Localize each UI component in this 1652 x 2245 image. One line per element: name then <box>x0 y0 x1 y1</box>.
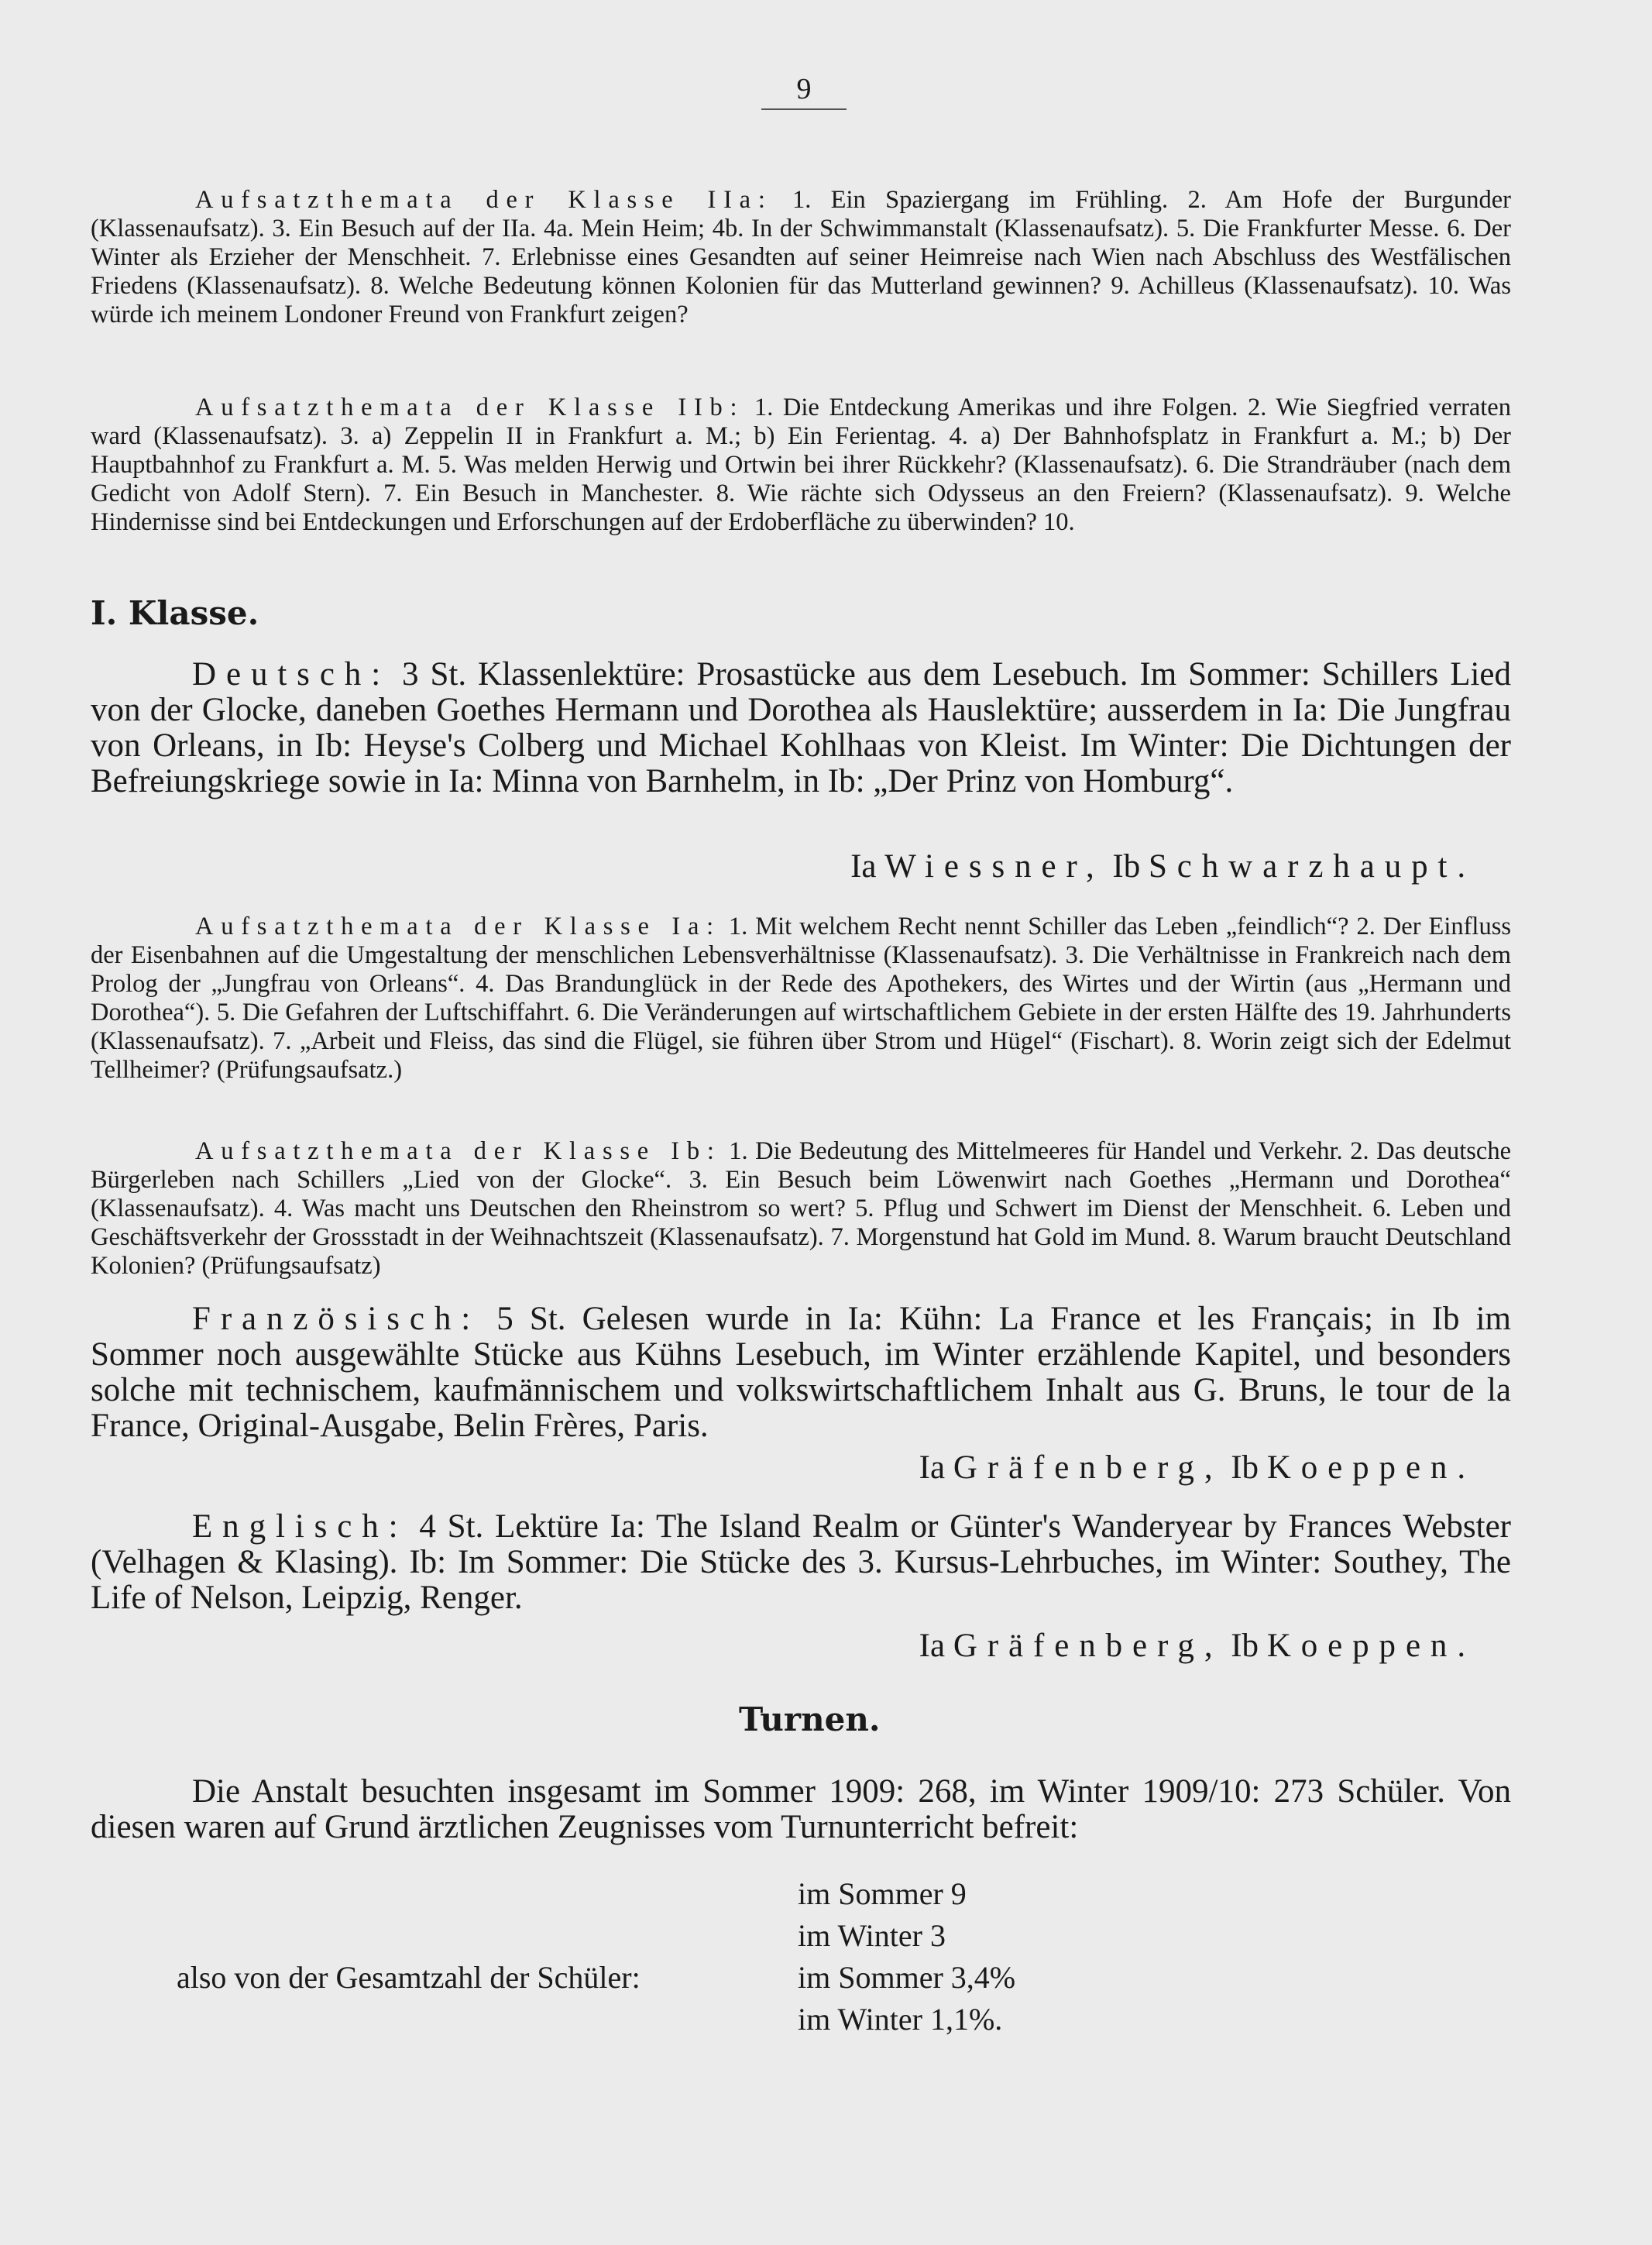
teacher-name: Koeppen. <box>1266 1628 1475 1664</box>
teacher-class-prefix: Ib <box>1112 848 1141 885</box>
essay-topics-iia <box>91 186 1511 329</box>
turnen-text <box>91 1774 1511 1845</box>
exemption-row: im Sommer 3,4% <box>798 1960 1016 1995</box>
exemption-row: im Winter 1,1%. <box>798 2002 1003 2037</box>
teachers-deutsch <box>91 849 1475 885</box>
teacher-name: Wiessner, <box>884 848 1104 885</box>
subject-text-englisch: 4 St. Lektüre Ia: The Island Realm or Günter's Wanderyear by Frances Webster (Velhagen & Klasing). Ib: Im Sommer: Die Stücke des 3. Kursus-Lehrbuches, im Winter: Southey, The Life of Nelson, Leipzig, Renger. <box>91 1508 1512 1616</box>
subject-label-franzoesisch: Französisch: <box>192 1301 481 1337</box>
essay-heading-iib: Aufsatzthemata der Klasse IIb: <box>195 394 745 421</box>
section-heading-klasse-1: I. Klasse. <box>91 594 259 632</box>
subject-text-franzoesisch: 5 St. Gelesen wurde in Ia: Kühn: La France et les Français; in Ib im Sommer noch ausgewählte Stücke aus Kühns Lesebuch, im Winter erzählende Kapitel, und besonders solche mit technischem, kaufmännischem und volkswirtschaftlichem Inhalt aus G. Bruns, le tour de la France, Original-Ausgabe, Belin Frères, Paris. <box>91 1301 1511 1444</box>
teacher-class-prefix: Ib <box>1231 1628 1259 1664</box>
exemption-table <box>798 1873 1015 2040</box>
teacher-name: Gräfenberg, <box>953 1628 1223 1664</box>
teacher-class-prefix: Ia <box>850 848 877 885</box>
teacher-name: Gräfenberg, <box>953 1449 1223 1486</box>
subject-label-englisch: Englisch: <box>192 1508 408 1545</box>
essay-text-iia: 1. Ein Spaziergang im Frühling. 2. Am Hofe der Burgunder (Klassenaufsatz). 3. Ein Besuch auf der IIa. 4a. Mein Heim; 4b. In der Schwimmanstalt (Klassenaufsatz). 5. Die Frankfurter Messe. 6. Der Winter als Erzieher der Menschheit. 7. Erlebnisse eines Gesandten auf seiner Heimreise nach Wien nach Abschluss des Westfälischen Friedens (Klassenaufsatz). 8. Welche Bedeutung können Kolonien für das Mutterland gewinnen? 9. Achilleus (Klassenaufsatz). 10. Was würde ich meinem Londoner Freund von Frankfurt zeigen? <box>91 186 1511 328</box>
essay-text-ib: 1. Die Bedeutung des Mittelmeeres für Handel und Verkehr. 2. Das deutsche Bürgerleben nach Schillers „Lied von der Glocke“. 3. Ein Besuch beim Löwenwirt nach Goethes „Hermann und Dorothea“ (Klassenaufsatz). 4. Was macht uns Deutschen den Rheinstrom so wert? 5. Pflug und Schwert im Dienst der Menschheit. 6. Leben und Geschäftsverkehr der Grossstadt in der Weihnachtszeit (Klassenaufsatz). 7. Morgenstund hat Gold im Mund. 8. Warum braucht Deutschland Kolonien? (Prüfungsaufsatz) <box>91 1137 1511 1280</box>
essay-topics-ia <box>91 913 1511 1085</box>
essay-topics-ib <box>91 1137 1511 1281</box>
essay-heading-iia: Aufsatzthemata der Klasse IIa: <box>195 186 773 214</box>
teacher-class-prefix: Ia <box>919 1628 946 1664</box>
subject-englisch <box>91 1509 1511 1616</box>
essay-topics-iib <box>91 394 1511 537</box>
essay-heading-ib: Aufsatzthemata der Klasse Ib: <box>195 1137 722 1165</box>
teacher-class-prefix: Ib <box>1231 1449 1259 1486</box>
subject-label-deutsch: Deutsch: <box>192 656 391 693</box>
essay-text-iib: 1. Die Entdeckung Amerikas und ihre Folgen. 2. Wie Siegfried verraten ward (Klassenaufsatz). 3. a) Zeppelin II in Frankfurt a. M.; b) Ein Ferientag. 4. a) Der Bahnhofsplatz in Frankfurt a. M.; b) Der Hauptbahnhof zu Frankfurt a. M. 5. Was melden Herwig und Ortwin bei ihrer Rückkehr? (Klassenaufsatz). 6. Die Strandräuber (nach dem Gedicht von Adolf Stern). 7. Ein Besuch in Manchester. 8. Wie rächte sich Odysseus an den Freiern? (Klassenaufsatz). 9. Welche Hindernisse sind bei Entdeckungen und Erforschungen auf der Erdoberfläche zu überwinden? 10. <box>91 394 1511 536</box>
exemption-row: im Winter 3 <box>798 1918 946 1953</box>
subject-franzoesisch <box>91 1301 1511 1444</box>
teachers-englisch <box>91 1628 1475 1664</box>
teachers-franzoesisch <box>91 1450 1475 1486</box>
subject-deutsch <box>91 657 1511 799</box>
teacher-name: Koeppen. <box>1266 1449 1475 1486</box>
essay-heading-ia: Aufsatzthemata der Klasse Ia: <box>195 913 721 940</box>
exemption-total-label: also von der Gesamtzahl der Schüler: <box>177 1960 641 1995</box>
page-number: 9 <box>761 71 847 110</box>
turnen-paragraph: Die Anstalt besuchten insgesamt im Sommer 1909: 268, im Winter 1909/10: 273 Schüler. Von diesen waren auf Grund ärztlichen Zeugnisses vom Turnunterricht befreit: <box>91 1773 1511 1845</box>
teacher-name: Schwarzhaupt. <box>1148 848 1475 885</box>
teacher-class-prefix: Ia <box>919 1449 946 1486</box>
section-heading-turnen: Turnen. <box>739 1700 881 1738</box>
exemption-row: im Sommer 9 <box>798 1876 967 1911</box>
essay-text-ia: 1. Mit welchem Recht nennt Schiller das Leben „feindlich“? 2. Der Einfluss der Eisenbahnen auf die Umgestaltung der menschlichen Lebensverhältnisse (Klassenaufsatz). 3. Die Verhältnisse in Frankreich nach dem Prolog der „Jungfrau von Orleans“. 4. Das Brandunglück in der Rede des Apothekers, des Wirtes und der Wirtin (aus „Hermann und Dorothea“). 5. Die Gefahren der Luftschiffahrt. 6. Die Veränderungen auf wirtschaftlichem Gebiete in der ersten Hälfte des 19. Jahrhunderts (Klassenaufsatz). 7. „Arbeit und Fleiss, das sind die Flügel, sie führen über Strom und Hügel“ (Fischart). 8. Worin zeigt sich der Edelmut Tellheimer? (Prüfungsaufsatz.) <box>91 913 1512 1084</box>
subject-text-deutsch: 3 St. Klassenlektüre: Prosastücke aus dem Lesebuch. Im Sommer: Schillers Lied von der Glocke, daneben Goethes Hermann und Dorothea als Hauslektüre; ausserdem in Ia: Die Jungfrau von Orleans, in Ib: Heyse's Colberg und Michael Kohlhaas von Kleist. Im Winter: Die Dichtungen der Befreiungskriege sowie in Ia: Minna von Barnhelm, in Ib: „Der Prinz von Homburg“. <box>91 656 1512 799</box>
